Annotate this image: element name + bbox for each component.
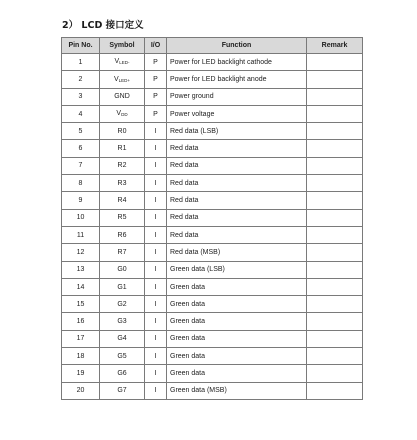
- symbol-text: R4: [117, 197, 127, 205]
- table-row: [62, 140, 363, 157]
- symbol-cell: [100, 330, 145, 347]
- pin-number-cell: 1: [62, 54, 100, 71]
- symbol-text: V: [113, 75, 119, 83]
- remark-cell: [307, 140, 363, 157]
- symbol-cell: [100, 123, 145, 140]
- symbol-cell: [100, 365, 145, 382]
- io-type-cell: I: [145, 382, 167, 399]
- io-type-cell: P: [145, 54, 167, 71]
- symbol-text: V: [114, 58, 120, 66]
- io-type-cell: I: [145, 244, 167, 261]
- pin-number-cell: 15: [62, 296, 100, 313]
- symbol-cell: [100, 278, 145, 295]
- table-row: [62, 209, 363, 226]
- function-cell: Power ground: [167, 88, 307, 105]
- table-row: [62, 330, 363, 347]
- symbol-cell: [100, 71, 145, 88]
- symbol-text: G1: [117, 283, 127, 291]
- pin-number-cell: 13: [62, 261, 100, 278]
- table-row: [62, 105, 363, 122]
- symbol-subscript: LED+: [118, 77, 131, 83]
- function-cell: Red data: [167, 157, 307, 174]
- symbol-cell: [100, 348, 145, 365]
- symbol-cell: [100, 382, 145, 399]
- remark-cell: [307, 261, 363, 278]
- table-row: [62, 88, 363, 105]
- remark-cell: [307, 278, 363, 295]
- symbol-cell: [100, 88, 145, 105]
- symbol-text: G0: [117, 266, 127, 274]
- function-cell: Green data (LSB): [167, 261, 307, 278]
- io-type-cell: I: [145, 330, 167, 347]
- symbol-cell: [100, 105, 145, 122]
- remark-cell: [307, 244, 363, 261]
- pin-number-cell: 6: [62, 140, 100, 157]
- function-cell: Power for LED backlight cathode: [167, 54, 307, 71]
- symbol-text: R5: [117, 214, 127, 222]
- symbol-cell: [100, 226, 145, 243]
- table-row: [62, 192, 363, 209]
- table-row: [62, 348, 363, 365]
- header-function: Function: [167, 38, 307, 54]
- remark-cell: [307, 365, 363, 382]
- symbol-text: R6: [117, 231, 127, 239]
- table-row: [62, 244, 363, 261]
- io-type-cell: I: [145, 209, 167, 226]
- header-symbol: Symbol: [100, 38, 145, 54]
- symbol-cell: [100, 192, 145, 209]
- function-cell: Green data: [167, 348, 307, 365]
- io-type-cell: I: [145, 226, 167, 243]
- table-row: [62, 313, 363, 330]
- symbol-cell: [100, 296, 145, 313]
- remark-cell: [307, 348, 363, 365]
- header-io: I/O: [145, 38, 167, 54]
- remark-cell: [307, 382, 363, 399]
- function-cell: Red data (MSB): [167, 244, 307, 261]
- symbol-subscript: DD: [121, 112, 128, 118]
- remark-cell: [307, 54, 363, 71]
- symbol-text: G6: [117, 369, 127, 377]
- remark-cell: [307, 192, 363, 209]
- table-row: [62, 296, 363, 313]
- function-cell: Green data: [167, 296, 307, 313]
- table-body: [62, 54, 363, 400]
- io-type-cell: I: [145, 348, 167, 365]
- symbol-cell: [100, 209, 145, 226]
- symbol-text: R2: [117, 162, 127, 170]
- symbol-cell: [100, 157, 145, 174]
- symbol-text: G7: [117, 387, 127, 395]
- pin-number-cell: 16: [62, 313, 100, 330]
- io-type-cell: I: [145, 278, 167, 295]
- symbol-cell: [100, 261, 145, 278]
- io-type-cell: I: [145, 175, 167, 192]
- pin-number-cell: 4: [62, 105, 100, 122]
- pin-number-cell: 3: [62, 88, 100, 105]
- pin-definition-table: [61, 37, 363, 400]
- io-type-cell: I: [145, 313, 167, 330]
- function-cell: Green data: [167, 365, 307, 382]
- section-heading: 2） LCD 接口定义: [62, 20, 144, 31]
- io-type-cell: I: [145, 365, 167, 382]
- io-type-cell: P: [145, 105, 167, 122]
- symbol-text: R7: [117, 248, 127, 256]
- pin-number-cell: 2: [62, 71, 100, 88]
- function-cell: Red data: [167, 226, 307, 243]
- function-cell: Green data (MSB): [167, 382, 307, 399]
- pin-number-cell: 20: [62, 382, 100, 399]
- table-row: [62, 365, 363, 382]
- symbol-text: V: [116, 110, 122, 118]
- pin-number-cell: 11: [62, 226, 100, 243]
- table-row: [62, 175, 363, 192]
- io-type-cell: P: [145, 88, 167, 105]
- symbol-cell: [100, 244, 145, 261]
- header-pin-no: Pin No.: [62, 38, 100, 54]
- remark-cell: [307, 157, 363, 174]
- function-cell: Red data: [167, 192, 307, 209]
- function-cell: Power for LED backlight anode: [167, 71, 307, 88]
- remark-cell: [307, 175, 363, 192]
- symbol-subscript: LED-: [119, 60, 130, 66]
- remark-cell: [307, 88, 363, 105]
- pin-number-cell: 12: [62, 244, 100, 261]
- table-row: [62, 123, 363, 140]
- remark-cell: [307, 226, 363, 243]
- io-type-cell: I: [145, 296, 167, 313]
- function-cell: Power voltage: [167, 105, 307, 122]
- pin-number-cell: 18: [62, 348, 100, 365]
- remark-cell: [307, 209, 363, 226]
- remark-cell: [307, 313, 363, 330]
- symbol-text: GND: [114, 93, 130, 101]
- symbol-text: G5: [117, 352, 127, 360]
- symbol-cell: [100, 313, 145, 330]
- symbol-text: G4: [117, 335, 127, 343]
- table-header-row: [62, 38, 363, 54]
- header-remark: Remark: [307, 38, 363, 54]
- table-row: [62, 261, 363, 278]
- symbol-text: R0: [117, 127, 127, 135]
- pin-number-cell: 19: [62, 365, 100, 382]
- table-row: [62, 226, 363, 243]
- symbol-text: R3: [117, 179, 127, 187]
- table-row: [62, 278, 363, 295]
- function-cell: Green data: [167, 313, 307, 330]
- remark-cell: [307, 71, 363, 88]
- io-type-cell: I: [145, 123, 167, 140]
- io-type-cell: P: [145, 71, 167, 88]
- pin-number-cell: 8: [62, 175, 100, 192]
- remark-cell: [307, 330, 363, 347]
- function-cell: Red data: [167, 209, 307, 226]
- pin-number-cell: 9: [62, 192, 100, 209]
- table-row: [62, 54, 363, 71]
- io-type-cell: I: [145, 140, 167, 157]
- symbol-text: G2: [117, 300, 127, 308]
- symbol-text: R1: [117, 145, 127, 153]
- io-type-cell: I: [145, 192, 167, 209]
- symbol-cell: [100, 140, 145, 157]
- io-type-cell: I: [145, 261, 167, 278]
- function-cell: Green data: [167, 278, 307, 295]
- symbol-cell: [100, 175, 145, 192]
- remark-cell: [307, 123, 363, 140]
- pin-number-cell: 7: [62, 157, 100, 174]
- table-row: [62, 382, 363, 399]
- remark-cell: [307, 296, 363, 313]
- function-cell: Red data: [167, 140, 307, 157]
- table-row: [62, 71, 363, 88]
- symbol-text: G3: [117, 318, 127, 326]
- io-type-cell: I: [145, 157, 167, 174]
- remark-cell: [307, 105, 363, 122]
- table-row: [62, 157, 363, 174]
- pin-number-cell: 17: [62, 330, 100, 347]
- symbol-cell: [100, 54, 145, 71]
- pin-number-cell: 10: [62, 209, 100, 226]
- function-cell: Red data: [167, 175, 307, 192]
- function-cell: Green data: [167, 330, 307, 347]
- function-cell: Red data (LSB): [167, 123, 307, 140]
- pin-number-cell: 14: [62, 278, 100, 295]
- pin-number-cell: 5: [62, 123, 100, 140]
